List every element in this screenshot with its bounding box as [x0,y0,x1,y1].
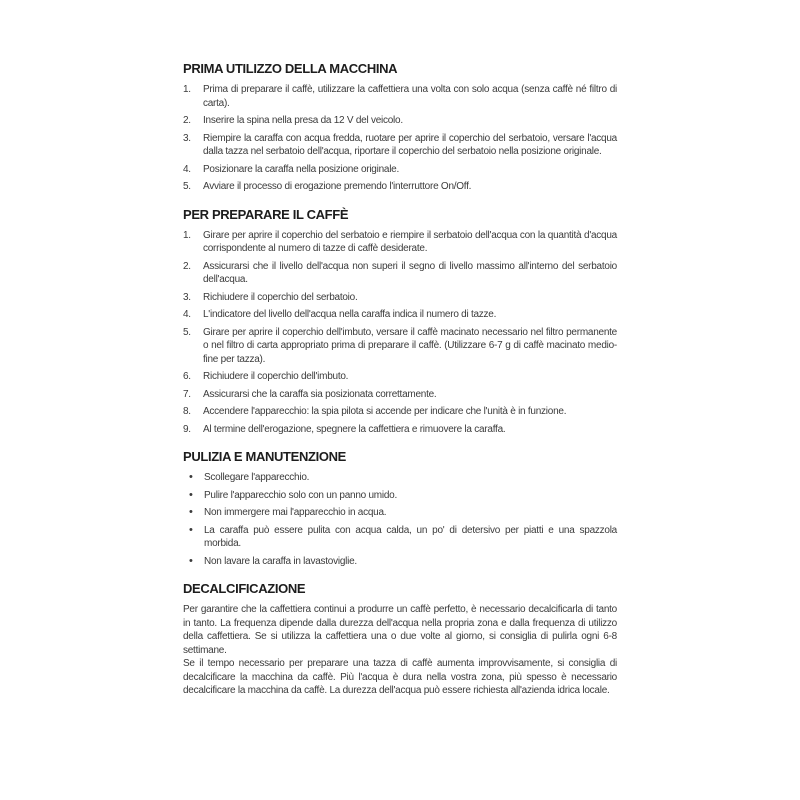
numbered-item [183,405,617,419]
section-decalcificazione [183,581,617,698]
bullet-icon: • [189,471,193,483]
item-text: Richiudere il coperchio dell'imbuto. [203,371,349,382]
item-text: Accendere l'apparecchio: la spia pilota si accende per indicare che l'unità è in funzione. [203,406,567,417]
bullet-icon: • [189,506,193,518]
bullet-list [183,471,617,568]
numbered-list [183,229,617,437]
manual-page [183,61,617,711]
item-text: Richiudere il coperchio del serbatoio. [203,291,358,303]
numbered-item [183,388,617,402]
numbered-item [183,260,617,287]
numbered-item [183,83,617,110]
item-text: Prima di preparare il caffè, utilizzare la caffettiera una volta con solo acqua (senza caffè né filtro di carta). [203,84,617,109]
item-number: 5. [183,326,191,338]
numbered-item [183,132,617,159]
numbered-item [183,163,617,177]
item-text: Assicurarsi che il livello dell'acqua non superi il segno di livello massimo all'interno del serbatoio dell'acqua. [203,260,617,285]
item-text: La caraffa può essere pulita con acqua calda, un po' di detersivo per piatti e una spazzola morbida. [204,524,617,549]
item-number: 4. [183,309,191,320]
item-number: 1. [183,229,191,241]
paragraph: Per garantire che la caffettiera continui a produrre un caffè perfetto, è necessario decalcificarla di tanto in tanto. La frequenza dipende dalla durezza dell'acqua nella propria zona e dalla frequenza di utilizzo della caffettiera. Se si utilizza la caffettiera una o due volte al giorno, si consiglia di pulirla ogni 6-8 settimane. [183,604,617,656]
item-text: Scollegare l'apparecchio. [204,472,310,483]
section-preparare-caffe [183,207,617,437]
section-heading: PER PREPARARE IL CAFFÈ [183,206,349,222]
item-text: Non lavare la caraffa in lavastoviglie. [204,555,357,567]
paragraph: Se il tempo necessario per preparare una tazza di caffè aumenta improvvisamente, si consiglia di decalcificare la macchina da caffè. Più l'acqua è dura nella vostra zona, più spesso è necessario decalcificare la macchina da caffè. La durezza dell'acqua può essere richiesta all'azienda idrica locale. [183,658,617,696]
item-text: Inserire la spina nella presa da 12 V del veicolo. [203,115,403,126]
item-text: Riempire la caraffa con acqua fredda, ruotare per aprire il coperchio del serbatoio, versare l'acqua dalla tazza nel serbatoio dell'acqua, riportare il coperchio del serbatoio nella posizione originale. [203,132,617,157]
item-text: Al termine dell'erogazione, spegnere la caffettiera e rimuovere la caraffa. [203,423,506,435]
numbered-item [183,114,617,128]
bullet-item [183,506,617,520]
section-prima-utilizzo [183,61,617,194]
bullet-icon: • [189,554,193,567]
bullet-item [183,524,617,551]
numbered-item [183,326,617,367]
item-text: Assicurarsi che la caraffa sia posizionata correttamente. [203,388,437,400]
section-heading: PRIMA UTILIZZO DELLA MACCHINA [183,61,398,76]
item-text: Avviare il processo di erogazione premendo l'interruttore On/Off. [203,181,472,192]
numbered-item [183,423,617,437]
item-number: 8. [183,406,191,417]
item-number: 3. [183,291,191,303]
section-pulizia-manutenzione [183,449,617,568]
item-number: 3. [183,132,191,144]
item-number: 9. [183,423,191,435]
item-text: L'indicatore del livello dell'acqua nella caraffa indica il numero di tazze. [203,309,497,320]
item-number: 7. [183,388,191,400]
bullet-item [183,471,617,485]
section-heading: PULIZIA E MANUTENZIONE [183,449,346,464]
bullet-item [183,555,617,569]
item-number: 5. [183,181,191,192]
numbered-list [183,83,617,194]
numbered-item [183,180,617,194]
numbered-item [183,229,617,256]
numbered-item [183,308,617,322]
item-text: Posizionare la caraffa nella posizione originale. [203,163,400,175]
section-heading: DECALCIFICAZIONE [183,581,306,596]
item-number: 4. [183,163,191,175]
numbered-item [183,291,617,305]
item-number: 6. [183,371,191,382]
paragraph-block [183,603,617,698]
item-text: Non immergere mai l'apparecchio in acqua. [204,507,387,518]
bullet-icon: • [189,488,193,501]
numbered-item [183,370,617,384]
bullet-icon: • [189,523,193,536]
item-number: 2. [183,260,191,272]
item-text: Pulire l'apparecchio solo con un panno umido. [204,489,398,501]
item-text: Girare per aprire il coperchio dell'imbuto, versare il caffè macinato necessario nel filtro permanente o nel filtro di carta appropriato prima di preparare il caffè. (Utilizzare 6-7 g di caffè macinato medio-fine per tazza). [203,326,617,365]
item-number: 2. [183,115,191,126]
item-text: Girare per aprire il coperchio del serbatoio e riempire il serbatoio dell'acqua con la quantità d'acqua corrispondente al numero di tazze di caffè desiderate. [203,229,617,254]
bullet-item [183,489,617,503]
item-number: 1. [183,84,191,95]
